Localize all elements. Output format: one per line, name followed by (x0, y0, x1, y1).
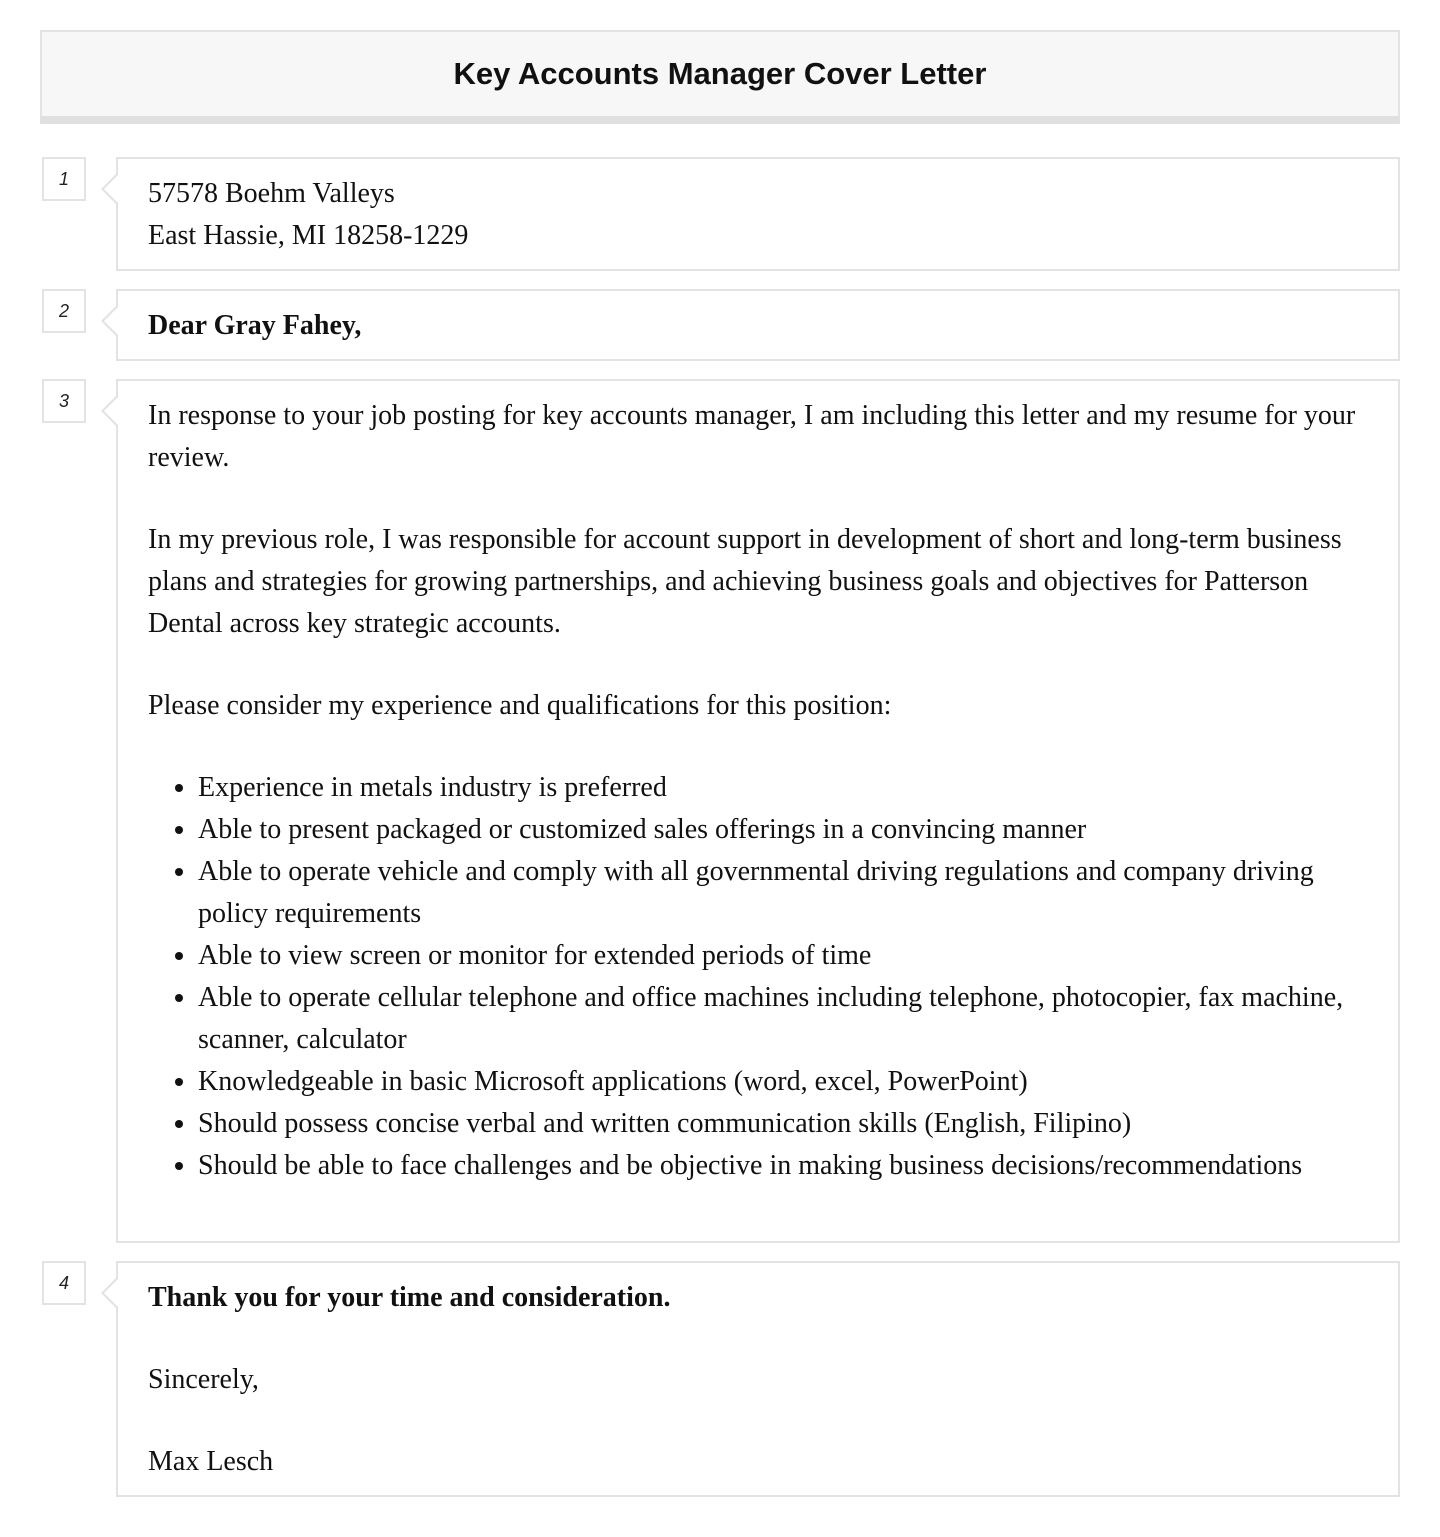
closing-box (116, 1261, 1400, 1497)
body-paragraph-experience: In my previous role, I was responsible for account support in development of short and long-term business plans and strategies for growing partnerships, and achieving business goals and objectives for Patterson Dental across key strategic accounts. (148, 524, 1342, 639)
page-title: Key Accounts Manager Cover Letter (453, 56, 987, 91)
address-box (116, 157, 1400, 271)
list-item: • Able to present packaged or customized sales offerings in a convincing manner (198, 809, 1368, 851)
thanks-line: Thank you for your time and consideration. (148, 1282, 671, 1313)
section-number: 4 (42, 1261, 86, 1305)
list-item: • Experience in metals industry is preferred (198, 767, 1368, 809)
salutation: Dear Gray Fahey, (148, 310, 362, 341)
list-item: • Knowledgeable in basic Microsoft applications (word, excel, PowerPoint) (198, 1061, 1368, 1103)
list-item: • Able to operate vehicle and comply with all governmental driving regulations and company driving policy requirements (198, 851, 1368, 935)
list-item: • Should possess concise verbal and written communication skills (English, Filipino) (198, 1103, 1368, 1145)
qualifications-list (148, 767, 1368, 1187)
list-item: • Able to operate cellular telephone and office machines including telephone, photocopier, fax machine, scanner, calculator (198, 977, 1368, 1061)
body-box (116, 379, 1400, 1243)
body-paragraph-intro: In response to your job posting for key accounts manager, I am including this letter and my resume for your review. (148, 400, 1356, 473)
address-line-1: 57578 Boehm Valleys (148, 178, 395, 209)
body-paragraph-qualifications: Please consider my experience and qualifications for this position: (148, 690, 892, 721)
section-number: 2 (42, 289, 86, 333)
closing-line: Sincerely, (148, 1364, 259, 1395)
section-number: 1 (42, 157, 86, 201)
list-item: • Should be able to face challenges and be objective in making business decisions/recommendations (198, 1145, 1368, 1187)
salutation-box (116, 289, 1400, 361)
list-item: • Able to view screen or monitor for extended periods of time (198, 935, 1368, 977)
address-line-2: East Hassie, MI 18258-1229 (148, 220, 469, 251)
section-number: 3 (42, 379, 86, 423)
title-bar (40, 30, 1400, 124)
signature: Max Lesch (148, 1446, 274, 1477)
